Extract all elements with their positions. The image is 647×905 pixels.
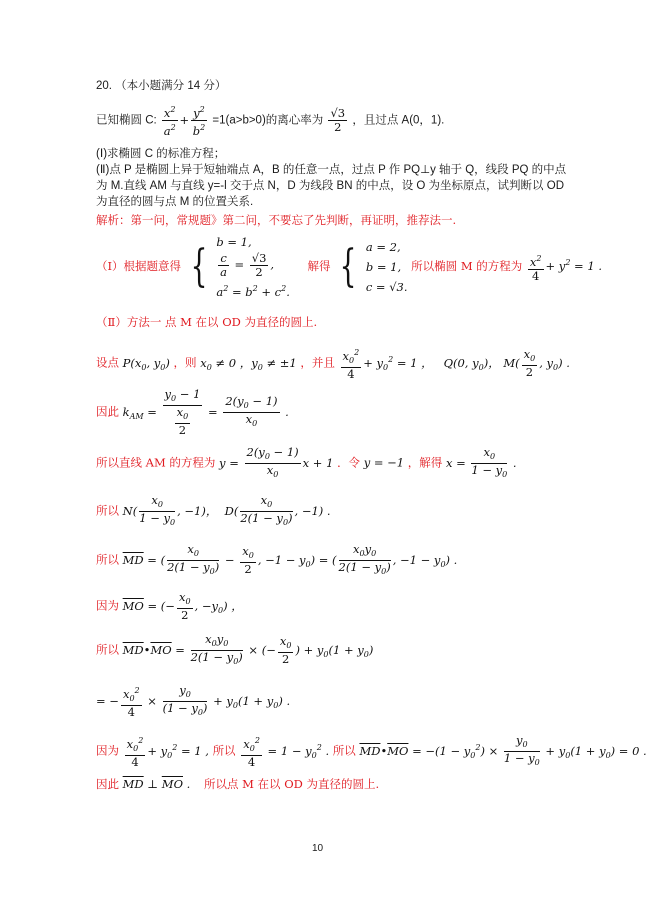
set-label: 设点 <box>96 355 119 370</box>
conclusion-line: 因此 $\overline{MD}$ ⊥ $\overline{MO}$ . 所以点 M 在以 OD 为直径的圆上. <box>96 777 380 791</box>
so-1-label: 所以 <box>212 743 236 758</box>
so-n-label: 所以 <box>96 503 119 518</box>
let-label: ．令 <box>337 455 361 470</box>
part1-solution-values: a = 2, b = 1, c = √3. <box>365 240 408 294</box>
part2-title: （Ⅱ）方法一 点 M 在以 OD 为直径的圆上. <box>96 315 318 329</box>
solve-x-label: ，解得 <box>407 455 443 470</box>
vector-md-line: 所以 $\overline{MD}$ = ( $\frac{x_0}{2(1 - y_0)}$ − $\frac{x_0}{2}$ , $-1 - y_0$) = ( $\frac{x_0y_0}{2(1 - y_0)}$ , $-1 - y_0$) . <box>96 542 458 576</box>
part1-system: b = 1, $\frac{c}{a}$ = $\frac{√3}{2}$ , $a^2 = b^2 + c^2$. <box>216 235 290 299</box>
part1-result-label: 所以椭圆 M 的方程为 <box>411 259 523 273</box>
problem-stem <box>96 103 444 138</box>
part1-label: （Ⅰ）根据题意得 <box>96 259 182 273</box>
final-derivation-line: 因为 $\frac{x_0^2}{4}$ + $y_0^2 = 1$ , 所以 $\frac{x_0^2}{4}$ = $1 - y_0^2$ . 所以 $\overline{MD}•\overline{MO} = -(1 - y_0^2)$ × $\frac{y_0}{1 - y_0}$ + $y_0(1 + y_0) = 0$ . <box>96 733 647 769</box>
ellipse-equation: $\frac{x^2}{a^2}$ + $\frac{y^2}{b^2}$ <box>163 105 206 138</box>
question-2-line-2: 为 M.直线 AM 与直线 y=-l 交于点 N，D 为线段 BN 的中点，设 O 为坐标原点，试判断以 OD <box>96 180 564 192</box>
line-am-label: 所以直线 AM 的方程为 <box>96 455 216 470</box>
vector-mo-line: 因为 $\overline{MO}$ = (− $\frac{x_0}{2}$ , $-y_0$) ， <box>96 590 243 622</box>
part1-solution: （Ⅰ）根据题意得 { b = 1, $\frac{c}{a}$ = $\frac{√3}{2}$ , $a^2 = b^2 + c^2$. 解得 { a = 2, b = 1, c = √3. 所以椭圆 M 的方程为 $\frac{x^2}{4}$ + $y^2 = 1$ . <box>96 232 602 302</box>
so-md-label: 所以 <box>96 552 119 567</box>
dot-product-line: 所以 $\overline{MD}•\overline{MO}$ = $\frac{x_0y_0}{2(1 - y_0)}$ × (− $\frac{x_0}{2}$ ) + $y_0(1 + y_0)$ <box>96 632 374 666</box>
and-label: ，并且 <box>300 355 335 370</box>
problem-header: 20. （本小题满分 14 分） <box>96 80 227 92</box>
set-point-line: 设点 $P(x_0$, $y_0$) ，则 $x_0 \ne 0$ ，$y_0 \ne \pm 1$ ，并且 $\frac{x_0^2}{4}$ + $y_0^2 = 1$ ， Q(0, $y_0$)， M( $\frac{x_0}{2}$ , $y_0$) . <box>96 347 570 381</box>
because-final-label: 因为 <box>96 743 119 758</box>
question-2-line-1: (Ⅱ)点 P 是椭圆上异于短轴端点 A，B 的任意一点，过点 P 作 PQ⊥y 轴于 Q，线段 PQ 的中点 <box>96 164 567 176</box>
then-label: ，则 <box>173 355 197 370</box>
conclusion-suffix: 所以点 M 在以 OD 为直径的圆上. <box>203 777 380 791</box>
part1-ellipse-equation: $\frac{x^2}{4}$ + $y^2 = 1$ . <box>529 253 602 283</box>
so-dot-label: 所以 <box>96 642 119 657</box>
line-am-equation: 所以直线 AM 的方程为 y = $\frac{2(y_0 - 1)}{x_0}$ x + 1 ．令 y = −1 ，解得 x = $\frac{x_0}{1 - y_0}$ . <box>96 445 517 479</box>
page-number: 10 <box>312 843 324 854</box>
slope-am-line: 因此 $k_{AM}$ = $\frac{y_0 - 1}{\frac{x_0}{2}}$ = $\frac{2(y_0 - 1)}{x_0}$ . <box>96 387 289 437</box>
hence-label: 因此 <box>96 404 119 419</box>
because-mo-label: 因为 <box>96 598 119 613</box>
part1-solve-label: 解得 <box>307 259 331 273</box>
stem-suffix: ，且过点 A(0，1). <box>352 114 445 127</box>
conclusion-prefix: 因此 <box>96 777 119 791</box>
stem-prefix: 已知椭圆 C: <box>96 114 157 127</box>
points-n-d-line: 所以 N( $\frac{x_0}{1 - y_0}$ , −1)， D( $\frac{x_0}{2(1 - y_0)}$ , −1) . <box>96 493 331 527</box>
dot-product-simplified: = − $\frac{x_0^2}{4}$ × $\frac{y_0}{(1 - y_0)}$ + $y_0(1 + y_0)$ . <box>96 683 291 719</box>
question-1: (Ⅰ)求椭圆 C 的标准方程； <box>96 148 226 160</box>
so-2-label: 所以 <box>332 743 356 758</box>
question-2-line-3: 为直径的圆与点 M 的位置关系. <box>96 196 254 208</box>
stem-condition: =1(a>b>0)的离心率为 <box>212 114 324 127</box>
eccentricity-value: $\frac{√3}{2}$ <box>330 106 346 134</box>
analysis-note: 解析：第一问，常规题》第二问，不要忘了先判断，再证明，推荐法一. <box>96 213 457 227</box>
